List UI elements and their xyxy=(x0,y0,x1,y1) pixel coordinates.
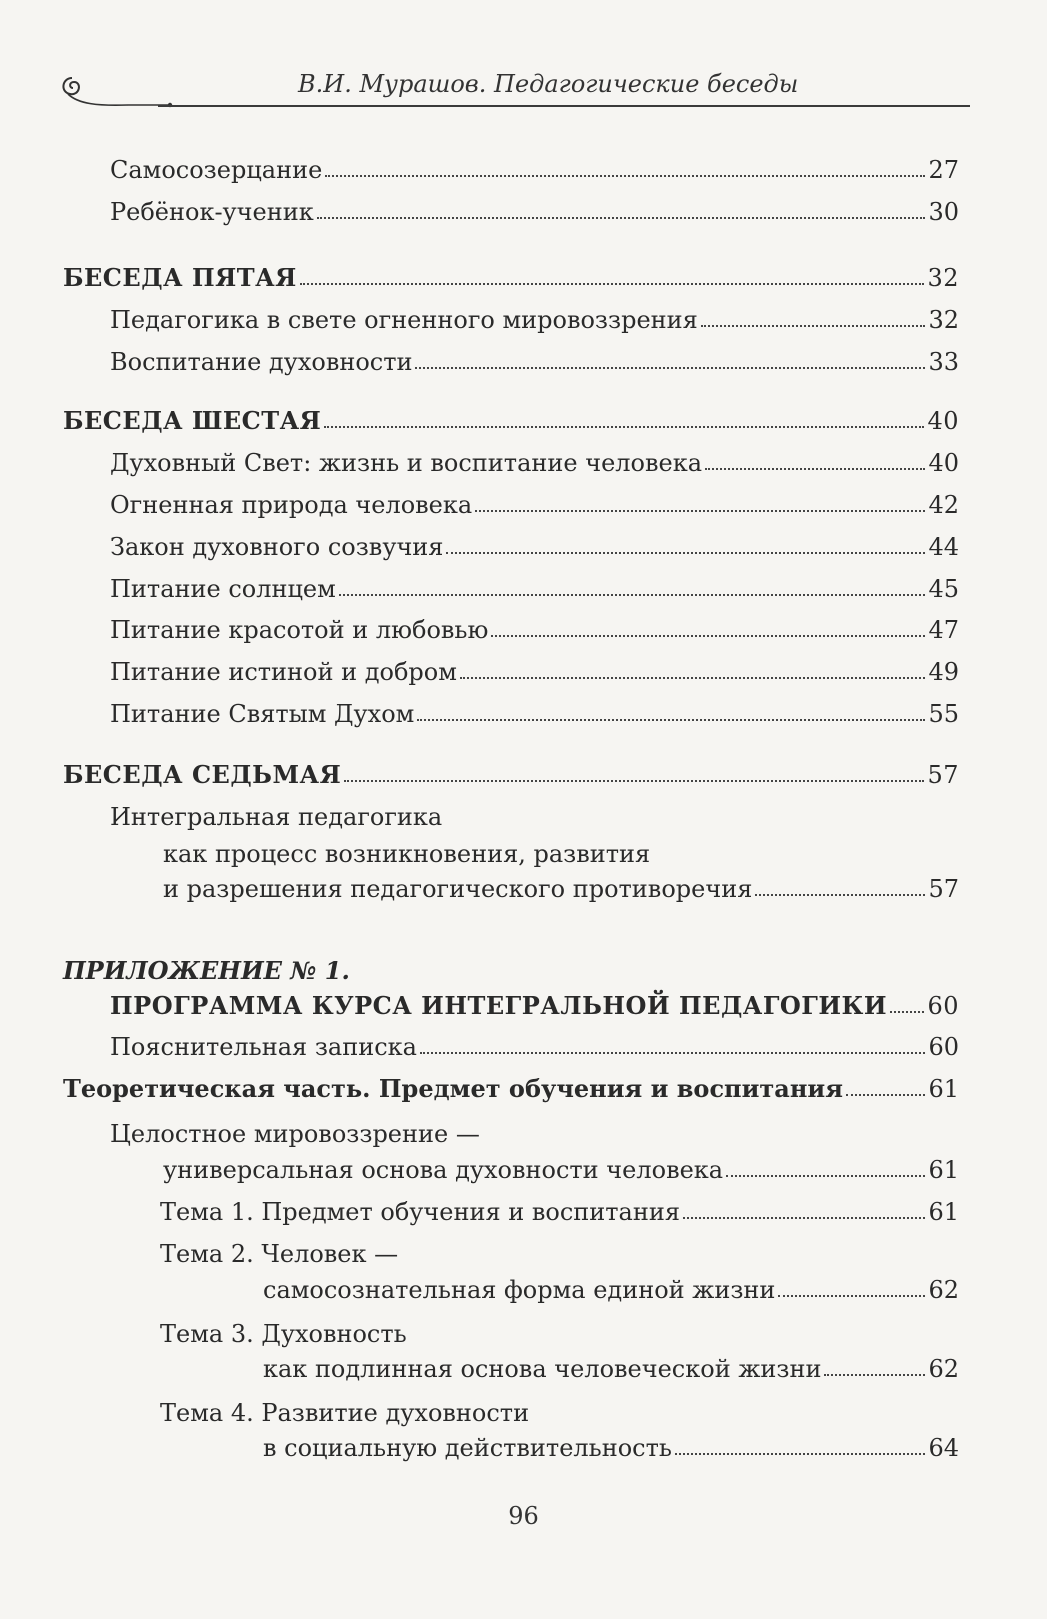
toc-entry-page: 32 xyxy=(928,306,959,334)
toc-entry xyxy=(110,196,959,228)
toc-entry xyxy=(110,698,959,730)
dot-leader xyxy=(701,324,926,327)
toc-entry xyxy=(110,614,959,646)
toc-entry-line: Тема 3. Духовность xyxy=(160,1320,407,1348)
toc-entry xyxy=(110,656,959,688)
dot-leader xyxy=(705,467,925,470)
dot-leader xyxy=(420,1051,925,1054)
dot-leader xyxy=(417,718,925,721)
dot-leader xyxy=(317,216,926,219)
toc-entry xyxy=(160,1196,959,1228)
toc-chapter-title: Теоретическая часть. Предмет обучения и воспитания xyxy=(63,1074,843,1103)
toc-entry-title: самосознательная форма единой жизни xyxy=(263,1276,776,1304)
toc-entry-page: 45 xyxy=(928,575,959,603)
toc-entry xyxy=(110,531,959,563)
toc-entry-title: и разрешения педагогического противоречия xyxy=(163,875,753,903)
toc-entry-page: 62 xyxy=(928,1276,959,1304)
toc-entry-title: Самосозерцание xyxy=(110,156,323,184)
toc-chapter xyxy=(63,405,959,437)
page-number: 96 xyxy=(508,1502,539,1530)
toc-entry-page: 64 xyxy=(928,1434,959,1462)
toc-entry-title: Питание истиной и добром xyxy=(110,658,457,686)
toc-entry xyxy=(163,873,959,905)
toc-chapter-page: 40 xyxy=(927,407,959,435)
toc-entry-page: 40 xyxy=(928,449,959,477)
toc-chapter-title: ПРОГРАММА КУРСА ИНТЕГРАЛЬНОЙ ПЕДАГОГИКИ xyxy=(110,991,888,1020)
toc-entry-title: Питание Святым Духом xyxy=(110,700,415,728)
toc-chapter-title: БЕСЕДА ПЯТАЯ xyxy=(63,263,297,292)
toc-entry-title: Воспитание духовности xyxy=(110,348,413,376)
toc-entry-page: 30 xyxy=(928,198,959,226)
dot-leader xyxy=(824,1373,925,1376)
toc-entry-title: Питание красотой и любовью xyxy=(110,616,489,644)
toc-chapter-title: БЕСЕДА ШЕСТАЯ xyxy=(63,406,322,435)
toc-entry-page: 61 xyxy=(928,1198,959,1226)
toc-entry-title: Огненная природа человека xyxy=(110,491,473,519)
toc-entry-page: 55 xyxy=(928,700,959,728)
toc-chapter xyxy=(63,262,959,294)
toc-entry-title: Ребёнок-ученик xyxy=(110,198,314,226)
toc-entry-page: 62 xyxy=(928,1355,959,1383)
dot-leader xyxy=(675,1452,926,1455)
toc-entry xyxy=(110,154,959,186)
toc-entry-title: Тема 1. Предмет обучения и воспитания xyxy=(160,1198,680,1226)
toc-chapter-page: 57 xyxy=(927,761,959,789)
toc-entry-title: как подлинная основа человеческой жизни xyxy=(263,1355,822,1383)
toc-entry-title: Питание солнцем xyxy=(110,575,336,603)
toc-entry-page: 47 xyxy=(928,616,959,644)
dot-leader xyxy=(339,593,926,596)
toc-entry-page: 49 xyxy=(928,658,959,686)
dot-leader xyxy=(415,366,925,369)
toc-entry xyxy=(263,1432,959,1464)
toc-entry-page: 27 xyxy=(928,156,959,184)
toc-entry-title: Педагогика в свете огненного мировоззрения xyxy=(110,306,698,334)
dot-leader xyxy=(460,676,926,679)
toc-entry-line: Интегральная педагогика xyxy=(110,803,443,831)
toc-entry xyxy=(110,346,959,378)
toc-entry xyxy=(110,447,959,479)
toc-chapter-page: 32 xyxy=(927,264,959,292)
dot-leader xyxy=(726,1174,925,1177)
dot-leader xyxy=(324,425,924,428)
toc-entry-line: Целостное мировоззрение — xyxy=(110,1120,480,1148)
toc-chapter-title: БЕСЕДА СЕДЬМАЯ xyxy=(63,760,342,789)
toc-entry-title: Духовный Свет: жизнь и воспитание человека xyxy=(110,449,702,477)
dot-leader xyxy=(491,634,925,637)
toc-chapter-page: 61 xyxy=(928,1075,959,1103)
dot-leader xyxy=(325,174,925,177)
toc-entry-page: 61 xyxy=(928,1156,959,1184)
toc-chapter xyxy=(110,990,959,1022)
dot-leader xyxy=(755,893,925,896)
toc-entry-title: в социальную действительность xyxy=(263,1434,672,1462)
toc-entry-page: 44 xyxy=(928,533,959,561)
toc-chapter xyxy=(63,759,959,791)
toc-entry xyxy=(110,304,959,336)
toc-entry-page: 57 xyxy=(928,875,959,903)
header-title: В.И. Мурашов. Педагогические беседы xyxy=(298,70,799,98)
dot-leader xyxy=(890,1010,924,1013)
dot-leader xyxy=(344,779,924,782)
dot-leader xyxy=(683,1216,925,1219)
appendix-title: ПРИЛОЖЕНИЕ № 1. xyxy=(63,956,350,985)
dot-leader xyxy=(300,282,925,285)
toc-entry-title: Закон духовного созвучия xyxy=(110,533,444,561)
toc-entry xyxy=(110,489,959,521)
toc-entry-title: универсальная основа духовности человека xyxy=(163,1156,724,1184)
toc-entry-page: 60 xyxy=(928,1033,959,1061)
toc-entry-line: Тема 4. Развитие духовности xyxy=(160,1399,530,1427)
dot-leader xyxy=(778,1294,925,1297)
toc-entry-line: как процесс возникновения, развития xyxy=(163,840,651,868)
toc-entry xyxy=(263,1274,959,1306)
toc-entry-page: 42 xyxy=(928,491,959,519)
toc-entry-page: 33 xyxy=(928,348,959,376)
dot-leader xyxy=(446,551,925,554)
toc-entry xyxy=(110,573,959,605)
toc-chapter-page: 60 xyxy=(927,992,959,1020)
toc-entry-line: Тема 2. Человек — xyxy=(160,1240,399,1268)
toc-entry xyxy=(163,1154,959,1186)
toc-chapter xyxy=(63,1073,959,1105)
dot-leader xyxy=(475,509,925,512)
toc-entry xyxy=(110,1031,959,1063)
toc-entry xyxy=(263,1353,959,1385)
dot-leader xyxy=(846,1093,926,1096)
toc-entry-title: Пояснительная записка xyxy=(110,1033,417,1061)
